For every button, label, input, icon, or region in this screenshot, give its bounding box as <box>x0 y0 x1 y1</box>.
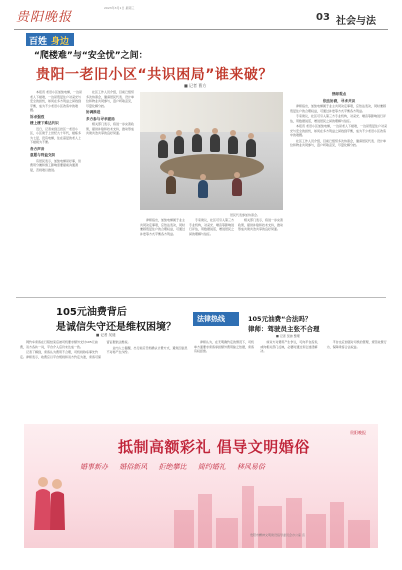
feature-under-photo-para: 相关部门表示，将进一步完善政策，提供补贴和技术支持，推动形成共建共治共享的良好局面。 <box>238 218 283 231</box>
story-byline: ■ 记者 吴迪 <box>96 333 116 337</box>
banner-slogan: 拒绝攀比 <box>158 463 187 471</box>
section-divider <box>16 297 386 298</box>
law-para: 平台也应加强对司机的管理，规范收费行为，保障乘客合法权益。 <box>326 340 387 349</box>
banner-slogan: 婚事新办 <box>80 463 108 471</box>
page-number: 03 <box>316 12 330 23</box>
banner-slogan: 移风易俗 <box>236 463 265 471</box>
feature-col1-sub1-text: 楼上楼下难达共识 <box>30 121 59 125</box>
feature-col1-para3: 有居民表示，加装电梯是好事，但费用分摊和施工影响需要提前沟通清楚，否则难以推进。 <box>30 158 82 172</box>
story-title-line2: 是诚信失守还是维权困境？ <box>56 322 176 333</box>
feature-right-heading: 律师观点 <box>331 92 347 96</box>
law-column-title2: 律师：驾驶员主张不合理 <box>248 325 320 333</box>
feature-column-1 <box>30 90 82 295</box>
feature-col2-para2: 相关部门表示，将进一步完善政策，提供补贴和技术支持，推动形成共建共治共享的良好局面。 <box>86 122 135 135</box>
story-title-line1: 105元油费背后 <box>56 307 127 318</box>
banner-slogan: 婚俗新风 <box>119 463 148 471</box>
feature-col1-para2: 近日，记者来到云岩区一老旧小区，小区建于上世纪九十年代，楼栋多为七层，没有电梯，住在高层的老人上下楼极为不便。 <box>30 126 82 144</box>
law-para: 如双方对费用产生争议，可向平台投诉，或向相关部门反映，必要时通过诉讼途径解决。 <box>260 340 321 353</box>
law-column-body <box>194 340 388 420</box>
law-column-label: 法律热线 <box>197 315 225 323</box>
story-para: 网约车乘客在行程结束后被司机要求额外支付105元油费，双方各执一词，平台介入后仍未达成一致。 <box>20 340 98 349</box>
feature-col2-sub1: 协调推进 <box>86 110 101 114</box>
feature-byline: ■ 记者 曹方 <box>184 83 207 88</box>
feature-col2-sub1-text: 多方参与寻求破局 <box>86 116 115 121</box>
story-para: 业内人士提醒，出行前应仔细确认计费方式，避免因信息不对称产生纠纷。 <box>106 345 188 354</box>
feature-under-photo-text <box>140 218 283 296</box>
story-body <box>20 340 188 420</box>
feature-col1-sub2: 各方声音 <box>30 146 45 151</box>
feature-right-para: 律师指出，加装电梯属于业主共同决定事项，应依法表决，同时兼顾低层住户的合理权益，可通过补偿等方式平衡各方利益。 <box>290 104 387 113</box>
law-para: 律师认为，在无明确约定的情况下，司机单方面要求乘客承担额外费用缺乏依据，乘客有权拒绝。 <box>194 340 255 353</box>
law-column-byline: ■ 记者 吴迪 整理 <box>276 334 300 338</box>
photo-caption: 居民代表参加协商会。 <box>230 213 261 217</box>
feature-under-photo-para: 专家建议，社区可引入第三方专业机构，对采光、噪音等影响进行评估，用数据说话，增进居民之间的理解与信任。 <box>189 218 235 236</box>
feature-tag-b: 身边 <box>51 37 70 47</box>
feature-column-2 <box>86 90 136 295</box>
section-name: 社会与法 <box>336 16 376 27</box>
feature-right-para: 专家建议，社区可引入第三方专业机构，对采光、噪音等影响进行评估，用数据说话，增进居民之间的理解与信任。 <box>290 114 387 123</box>
story-para: 记者了解到，乘客认为费用不合理，司机则称系事先约定。律师表示，收费应以平台规则和双方约定为准，乘客可保留证据依法维权。 <box>20 340 131 359</box>
newspaper-logo: 贵阳晚报 <box>16 10 73 25</box>
feature-col2-para: 社区工作人员介绍，目前已组织多次协商会，邀请居民代表、设计单位和物业共同参与，逐户听取意见，尽量化解分歧。 <box>86 90 135 108</box>
masthead-rule <box>14 29 388 30</box>
meeting-photo <box>140 92 283 210</box>
feature-right-para: 本报讯 老旧小区加装电梯，一边是老人下楼难，一边是低层住户对采光与安全的担忧，如何在多方利益之间找到平衡，成为不少老旧小区改造中的难题。 <box>290 124 387 137</box>
masthead-date: 2023年3月1日 星期三 <box>104 6 135 10</box>
feature-col1-para: 本报讯 老旧小区加装电梯，一边是老人下楼难，一边是低层住户对采光与安全的担忧，如何在多方利益之间找到平衡，成为不少老旧小区改造中的难题。 <box>30 90 82 112</box>
banner-title: 抵制高额彩礼 倡导文明婚俗 <box>118 438 310 456</box>
feature-tag-a: 百姓 <box>29 37 48 47</box>
feature-right-heading2: 依法协商，寻求共识 <box>322 98 356 103</box>
banner-slogan: 简约婚礼 <box>197 463 226 471</box>
banner-slogans <box>80 462 274 472</box>
couple-illustration <box>30 472 70 532</box>
feature-right-para: 社区工作人员介绍，目前已组织多次协商会，邀请居民代表、设计单位和物业共同参与，逐户听取意见，尽量化解分歧。 <box>290 138 387 147</box>
feature-kicker: “爬楼难”与“安全忧”之间： <box>34 51 148 61</box>
feature-col1-sub1: 诉求强烈 <box>30 114 45 119</box>
law-column-title1: 105元油费“合法吗？ <box>248 315 312 323</box>
feature-column-right <box>290 90 388 295</box>
feature-under-photo-para: 律师指出，加装电梯属于业主共同决定事项，应依法表决，同时兼顾低层住户的合理权益，可通过补偿等方式平衡各方利益。 <box>140 218 186 236</box>
banner-badge: 贵阳晚报 <box>350 430 366 435</box>
banner-footer: 贵阳市精神文明建设指导委员会办公室 宣 <box>250 533 305 537</box>
feature-col1-sub2-text: 意愿与利益交织 <box>30 153 56 157</box>
feature-headline: 贵阳一老旧小区“共识困局”谁来破？ <box>36 67 273 83</box>
